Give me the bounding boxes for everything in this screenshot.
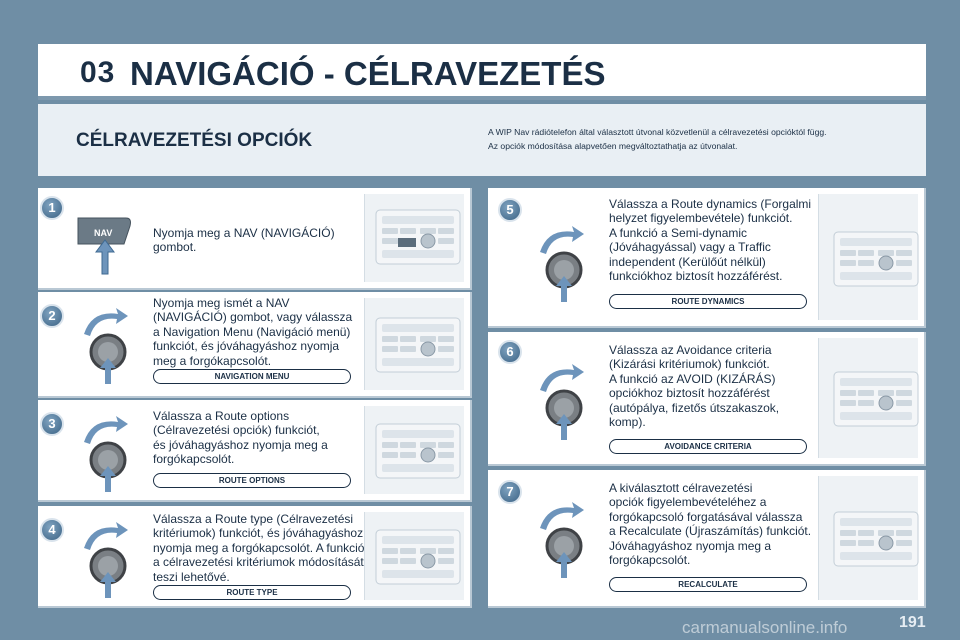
text-line: a Recalculate (Újraszámítás) funkciót. [609, 524, 812, 539]
text-line: funkciót, és jóváhagyáshoz nyomja [153, 339, 340, 354]
text-line: funkciókhoz biztosít hozzáférést. [609, 269, 783, 284]
text-line: forgókapcsolót. [609, 553, 691, 568]
text-line: a Navigation Menu (Navigáció menü) [153, 324, 351, 339]
text-line: opciókhoz biztosít hozzáférést [609, 386, 770, 401]
intro-line: A WIP Nav rádiótelefon által választott útvonal közvetlenül a célravezetési opcióktól függ. [488, 127, 827, 137]
section-title: CÉLRAVEZETÉSI OPCIÓK [76, 130, 313, 151]
text-line: (Kizárási kritériumok) funkciót. [609, 357, 770, 372]
text-line: Válassza a Route options [153, 409, 290, 423]
nav-button-label: NAV [94, 228, 113, 238]
text-line: Nyomja meg a NAV (NAVIGÁCIÓ) [153, 226, 335, 240]
text-line: (autópálya, fizetős útszakaszok, [609, 400, 780, 415]
text-line: meg a forgókapcsolót. [153, 353, 272, 368]
rotary-knob-icon [534, 222, 594, 304]
text-line: a célravezetési kritériumok módosítását [153, 555, 364, 570]
step-5-text [609, 197, 831, 283]
step-4-text [153, 512, 375, 584]
step-badge-3: 3 [40, 412, 64, 436]
step-1-text [153, 226, 369, 255]
text-line: Jóváhagyáshoz nyomja meg a [609, 538, 772, 553]
menu-label-route-type: ROUTE TYPE [153, 585, 351, 600]
text-line: gombot. [153, 240, 197, 255]
text-line: forgókapcsoló forgatásával válassza [609, 509, 803, 524]
text-line: forgókapcsolót. [153, 452, 235, 467]
radio-thumbnail [818, 194, 918, 320]
text-line: Nyomja meg ismét a NAV [153, 296, 290, 310]
text-line: helyzet figyelembevétele) funkciót. [609, 211, 793, 226]
watermark: carmanualsonline.info [682, 618, 848, 637]
menu-label-avoidance-criteria: AVOIDANCE CRITERIA [609, 439, 807, 454]
step-badge-2: 2 [40, 304, 64, 328]
text-line: és jóváhagyáshoz nyomja meg a [153, 437, 328, 452]
text-line: teszi lehetővé. [153, 569, 230, 584]
text-line: A funkció az AVOID (KIZÁRÁS) [609, 371, 776, 386]
radio-thumbnail [818, 338, 918, 458]
text-line: kritériumok) funkciót, és jóváhagyáshoz [153, 526, 364, 541]
step-2-text [153, 296, 379, 368]
rotary-knob-icon [534, 498, 594, 580]
page-number: 191 [899, 614, 926, 631]
step-badge-7: 7 [498, 480, 522, 504]
rotary-knob-icon [78, 304, 138, 386]
step-badge-1: 1 [40, 196, 64, 220]
page-title: NAVIGÁCIÓ - CÉLRAVEZETÉS [130, 55, 606, 92]
text-line: (Jóváhagyással) vagy a Traffic [609, 240, 771, 255]
step-badge-4: 4 [40, 518, 64, 542]
radio-thumbnail [818, 476, 918, 600]
step-3-text [153, 409, 369, 467]
text-line: A kiválasztott célravezetési [609, 481, 753, 495]
menu-label-recalculate: RECALCULATE [609, 577, 807, 592]
nav-button-icon [72, 212, 142, 276]
menu-label-route-options: ROUTE OPTIONS [153, 473, 351, 488]
text-line: nyomja meg a forgókapcsolót. A funkció [153, 540, 365, 555]
menu-label-route-dynamics: ROUTE DYNAMICS [609, 294, 807, 309]
text-line: komp). [609, 415, 646, 430]
text-line: Válassza a Route dynamics (Forgalmi [609, 197, 812, 211]
radio-thumbnail [364, 512, 464, 600]
radio-thumbnail [364, 298, 464, 390]
text-line: A funkció a Semi-dynamic [609, 225, 748, 240]
menu-label-navigation-menu: NAVIGATION MENU [153, 369, 351, 384]
rotary-knob-icon [534, 360, 594, 442]
text-line: Válassza a Route type (Célravezetési [153, 512, 354, 526]
radio-thumbnail [364, 194, 464, 282]
step-6-text [609, 343, 831, 429]
step-badge-5: 5 [498, 198, 522, 222]
radio-thumbnail [364, 406, 464, 494]
intro-text [488, 125, 908, 153]
step-badge-6: 6 [498, 340, 522, 364]
text-line: (Célravezetési opciók) funkciót, [153, 423, 320, 438]
chapter-number: 03 [80, 56, 116, 89]
rotary-knob-icon [78, 518, 138, 600]
text-line: independent (Kerülőút nélkül) [609, 254, 766, 269]
text-line: (NAVIGÁCIÓ) gombot, vagy válassza [153, 310, 353, 325]
step-7-text [609, 481, 831, 567]
rotary-knob-icon [78, 412, 138, 494]
text-line: opciók figyelembevételéhez a [609, 495, 767, 510]
intro-line: Az opciók módosítása alapvetően megváltoztathatja az útvonalat. [488, 141, 738, 151]
text-line: Válassza az Avoidance criteria [609, 343, 772, 357]
